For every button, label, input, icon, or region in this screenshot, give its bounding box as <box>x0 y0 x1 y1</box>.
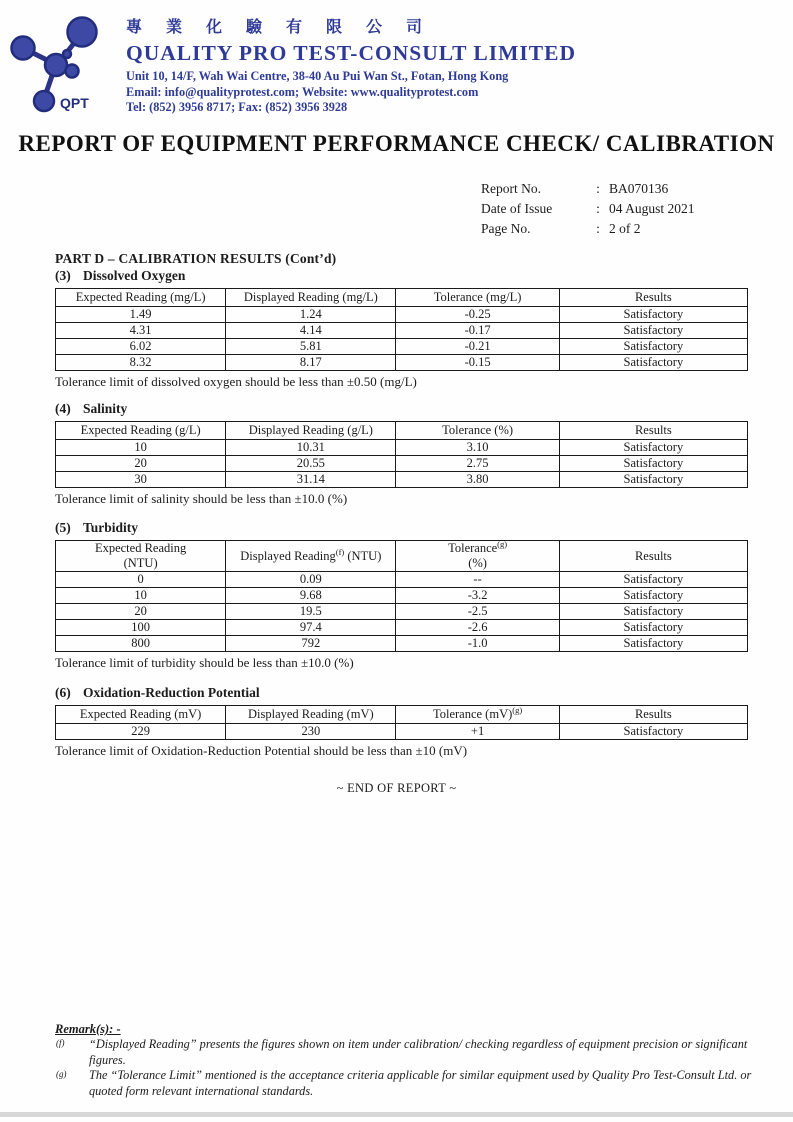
table-cell: Satisfactory <box>559 456 747 472</box>
section-title: Turbidity <box>83 520 139 535</box>
tolerance-note: Tolerance limit of salinity should be less than ±10.0 (%) <box>55 491 348 506</box>
remarks-block <box>55 1022 755 1099</box>
table-cell: Satisfactory <box>559 307 747 323</box>
column-header: Displayed Reading$^{(f)}$ (NTU) <box>226 541 396 572</box>
table-cell: -2.5 <box>396 604 559 620</box>
page-no-colon: : <box>596 221 600 236</box>
company-tel-fax: Tel: (852) 3956 8717; Fax: (852) 3956 3928 <box>126 100 348 114</box>
table-cell: 10 <box>56 588 226 604</box>
dissolved-oxygen-table <box>55 288 748 371</box>
page-no-value: 2 of 2 <box>609 221 641 236</box>
column-header: Expected Reading (mV) <box>56 706 226 724</box>
table-cell: Satisfactory <box>559 323 747 339</box>
table-cell: 10.31 <box>226 440 396 456</box>
report-no-label: Report No. <box>481 181 541 196</box>
table-cell: 3.10 <box>396 440 559 456</box>
table-cell: -3.2 <box>396 588 559 604</box>
table-cell: -0.21 <box>396 339 559 355</box>
column-header: Tolerance (%) <box>396 422 559 440</box>
remark-text: The “Tolerance Limit” mentioned is the acceptance criteria applicable for similar equipment used by Quality Pro Test-Consult Ltd. or quoted form relevant international standards. <box>89 1068 752 1098</box>
table-row <box>56 472 748 488</box>
table-row <box>56 572 748 588</box>
table-cell: -2.6 <box>396 620 559 636</box>
table-cell: Satisfactory <box>559 636 747 652</box>
column-header: Displayed Reading (g/L) <box>226 422 396 440</box>
column-header: Results <box>559 422 747 440</box>
company-address: Unit 10, 14/F, Wah Wai Centre, 38-40 Au Pui Wan St., Fotan, Hong Kong <box>126 69 509 83</box>
tolerance-note: Tolerance limit of dissolved oxygen should be less than ±0.50 (mg/L) <box>55 374 417 389</box>
table-cell: Satisfactory <box>559 724 747 740</box>
table-row <box>56 323 748 339</box>
report-no-colon: : <box>596 181 600 196</box>
column-header: Expected Reading (NTU) <box>56 541 226 572</box>
salinity-table <box>55 421 748 488</box>
column-header: Results <box>559 541 747 572</box>
table-cell: 2.75 <box>396 456 559 472</box>
end-of-report-text: ~ END OF REPORT ~ <box>336 781 457 795</box>
table-cell: 19.5 <box>226 604 396 620</box>
column-header: Tolerance (mV)$^{(g)}$ <box>396 706 559 724</box>
column-header: Expected Reading (mg/L) <box>56 289 226 307</box>
company-email-website: Email: info@qualityprotest.com; Website: www.qualityprotest.com <box>126 84 479 99</box>
section-title: Salinity <box>83 401 128 416</box>
table-cell: 5.81 <box>226 339 396 355</box>
table-header-row <box>56 422 748 440</box>
table-cell: Satisfactory <box>559 620 747 636</box>
orp-table <box>55 705 748 740</box>
table-cell: Satisfactory <box>559 588 747 604</box>
table-row <box>56 588 748 604</box>
remark-item-g <box>55 1068 755 1099</box>
table-cell: 792 <box>226 636 396 652</box>
company-name-chinese: 專 業 化 驗 有 限 公 司 <box>126 19 433 36</box>
table-cell: 8.32 <box>56 355 226 371</box>
table-cell: Satisfactory <box>559 472 747 488</box>
table-cell: 9.68 <box>226 588 396 604</box>
table-row <box>56 440 748 456</box>
page-no-label: Page No. <box>481 221 531 236</box>
date-of-issue-value: 04 August 2021 <box>609 201 695 216</box>
report-no-row <box>481 179 695 199</box>
column-header: Tolerance (mg/L) <box>396 289 559 307</box>
remark-item-f <box>55 1037 755 1068</box>
table-cell: 800 <box>56 636 226 652</box>
table-cell: Satisfactory <box>559 604 747 620</box>
table-cell: Satisfactory <box>559 339 747 355</box>
section-number: (3) <box>55 268 71 283</box>
column-header: Expected Reading (g/L) <box>56 422 226 440</box>
table-cell: 8.17 <box>226 355 396 371</box>
table-cell: 10 <box>56 440 226 456</box>
date-of-issue-row <box>481 199 695 219</box>
tolerance-note: Tolerance limit of Oxidation-Reduction Potential should be less than ±10 (mV) <box>55 743 468 758</box>
turbidity-table <box>55 540 748 652</box>
table-cell: 31.14 <box>226 472 396 488</box>
table-cell: -- <box>396 572 559 588</box>
table-cell: -0.17 <box>396 323 559 339</box>
column-header: Displayed Reading (mg/L) <box>226 289 396 307</box>
table-cell: 229 <box>56 724 226 740</box>
section-number: (6) <box>55 685 71 700</box>
table-row <box>56 307 748 323</box>
company-contact-block <box>126 69 766 116</box>
table-cell: 230 <box>226 724 396 740</box>
table-cell: 20 <box>56 456 226 472</box>
table-cell: 97.4 <box>226 620 396 636</box>
report-info-block <box>481 179 695 239</box>
table-cell: -0.25 <box>396 307 559 323</box>
section-number: (4) <box>55 401 71 416</box>
column-header: Tolerance$^{(g)}$ (%) <box>396 541 559 572</box>
section-salinity <box>55 401 749 507</box>
table-row <box>56 339 748 355</box>
table-header-row <box>56 541 748 572</box>
section-turbidity <box>55 520 749 671</box>
table-cell: 0 <box>56 572 226 588</box>
report-no-value: BA070136 <box>609 181 669 196</box>
remark-text: “Displayed Reading” presents the figures shown on item under calibration/ checking regardless of equipment precision or significant figures. <box>89 1037 748 1067</box>
company-logo-molecule-icon <box>6 12 118 114</box>
date-of-issue-label: Date of Issue <box>481 201 553 216</box>
table-cell: -1.0 <box>396 636 559 652</box>
table-cell: -0.15 <box>396 355 559 371</box>
table-cell: 100 <box>56 620 226 636</box>
remark-marker: (f) <box>56 1038 65 1048</box>
tolerance-note: Tolerance limit of turbidity should be less than ±10.0 (%) <box>55 655 354 670</box>
table-cell: 1.24 <box>226 307 396 323</box>
page-title: REPORT OF EQUIPMENT PERFORMANCE CHECK/ CALIBRATION <box>18 131 775 156</box>
table-cell: 20 <box>56 604 226 620</box>
table-cell: 6.02 <box>56 339 226 355</box>
section-title: Dissolved Oxygen <box>83 268 186 283</box>
table-header-row <box>56 289 748 307</box>
table-cell: 30 <box>56 472 226 488</box>
column-header: Displayed Reading (mV) <box>226 706 396 724</box>
table-row <box>56 604 748 620</box>
table-cell: 0.09 <box>226 572 396 588</box>
table-cell: 20.55 <box>226 456 396 472</box>
table-row <box>56 620 748 636</box>
date-of-issue-colon: : <box>596 201 600 216</box>
remark-marker: (g) <box>56 1069 67 1079</box>
table-cell: 4.14 <box>226 323 396 339</box>
table-cell: Satisfactory <box>559 572 747 588</box>
table-cell: +1 <box>396 724 559 740</box>
page-no-row <box>481 219 695 239</box>
table-cell: Satisfactory <box>559 440 747 456</box>
column-header: Results <box>559 706 747 724</box>
table-cell: Satisfactory <box>559 355 747 371</box>
table-header-row <box>56 706 748 724</box>
remarks-heading: Remark(s): - <box>55 1022 121 1036</box>
column-header: Results <box>559 289 747 307</box>
table-row <box>56 724 748 740</box>
section-number: (5) <box>55 520 71 535</box>
table-row <box>56 636 748 652</box>
table-row <box>56 456 748 472</box>
table-row <box>56 355 748 371</box>
logo-qpt-label: QPT <box>60 95 89 111</box>
section-dissolved-oxygen <box>55 268 749 390</box>
letterhead-text <box>126 18 766 116</box>
scan-bottom-edge <box>0 1112 793 1117</box>
section-oxidation-reduction <box>55 685 749 759</box>
table-cell: 3.80 <box>396 472 559 488</box>
table-cell: 1.49 <box>56 307 226 323</box>
section-title: Oxidation-Reduction Potential <box>83 685 260 700</box>
part-d-heading: PART D – CALIBRATION RESULTS (Cont’d) <box>55 251 337 266</box>
table-cell: 4.31 <box>56 323 226 339</box>
company-name-english: QUALITY PRO TEST-CONSULT LIMITED <box>126 41 576 65</box>
